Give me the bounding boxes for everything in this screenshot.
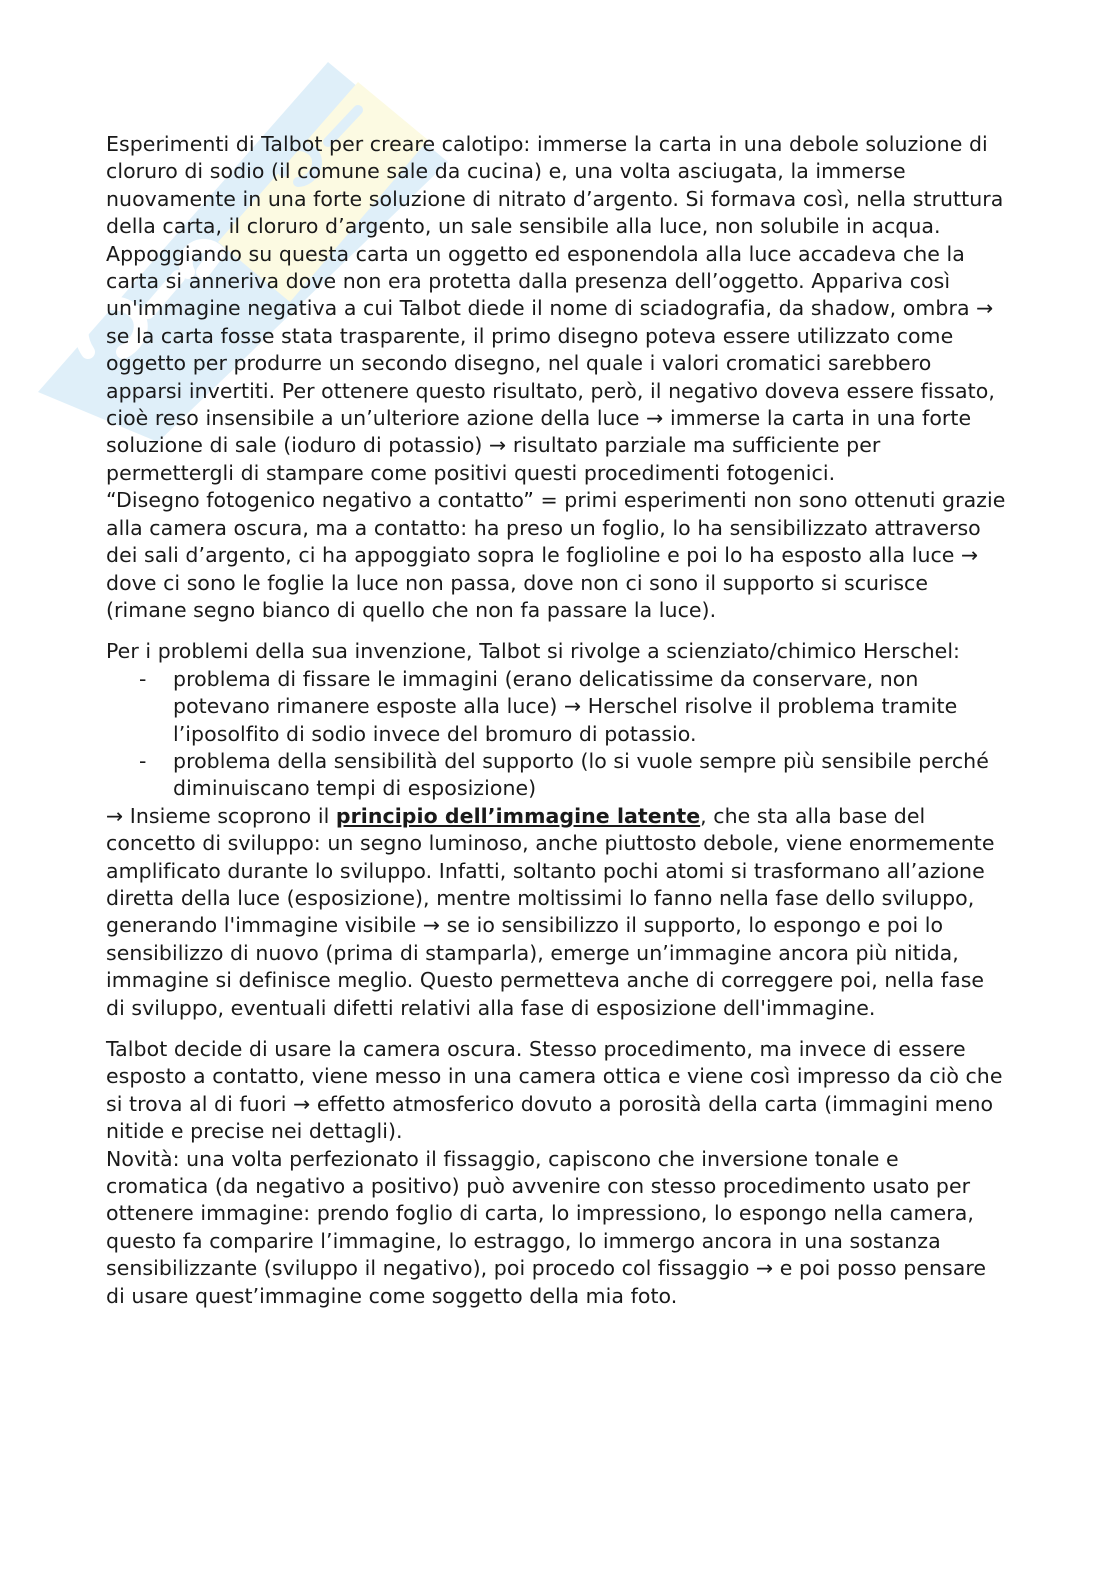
document-body (106, 131, 1006, 1310)
key-term: principio dell’immagine latente (335, 803, 701, 828)
paragraph-camera-oscura: Talbot decide di usare la camera oscura. Stesso procedimento, ma invece di essere esposto a contatto, viene messo in una camera ottica e viene così impresso da ciò che si trova al di fuori → effetto atmosferico dovuto a porosità della carta (immagini meno nitide e precise nei dettagli). (106, 1037, 1003, 1144)
bullet-marker: - (139, 748, 147, 773)
list-item-text: problema della sensibilità del supporto (lo si vuole sempre più sensibile perché diminuiscano tempi di esposizione) (173, 748, 989, 801)
list-item-text: problema di fissare le immagini (erano delicatissime da conservare, non potevano rimanere esposte alla luce) → Herschel risolve il problema tramite l’iposolfito di sodio invece del bromuro di potassio. (173, 666, 958, 746)
list-item (106, 748, 1006, 803)
paragraph-suffix: , che sta alla base del concetto di sviluppo: un segno luminoso, anche piuttosto debole, viene enormemente amplificato durante lo sviluppo. Infatti, soltanto pochi atomi si trasformano all’azione diretta della luce (esposizione), mentre moltissimi lo fanno nella fase dello sviluppo, generando l'immagine visibile → se io sensibilizzo il supporto, lo espongo e poi lo sensibilizzo di nuovo (prima di stamparla), emerge un’immagine ancora più nitida, immagine si definisce meglio. Questo permetteva anche di correggere poi, nella fase di sviluppo, eventuali difetti relativi alla fase di esposizione dell'immagine. (106, 803, 995, 1020)
paragraph-herschel-intro: Per i problemi della sua invenzione, Talbot si rivolge a scienziato/chimico Herschel: (106, 639, 961, 664)
paragraph-calotipo: Esperimenti di Talbot per creare calotipo: immerse la carta in una debole soluzione di cloruro di sodio (il comune sale da cucina) e, una volta asciugata, la immerse nuovamente in una forte soluzione di nitrato d’argento. Si formava così, nella struttura della carta, il cloruro d’argento, un sale sensibile alla luce, non solubile in acqua. Appoggiando su questa carta un oggetto ed esponendola alla luce accadeva che la carta si anneriva dove non era protetta dalla presenza dell’oggetto. Appariva così un'immagine negativa a cui Talbot diede il nome di sciadografia, da shadow, ombra → se la carta fosse stata trasparente, il primo disegno poteva essere utilizzato come oggetto per produrre un secondo disegno, nel quale i valori cromatici sarebbero apparsi invertiti. Per ottenere questo risultato, però, il negativo doveva essere fissato, cioè reso insensibile a un’ulteriore azione della luce → immerse la carta in una forte soluzione di sale (ioduro di potassio) → risultato parziale ma sufficiente per permettergli di stampare come positivi questi procedimenti fotogenici. (106, 132, 1004, 485)
list-item (106, 666, 1006, 748)
problems-list (106, 666, 1006, 803)
paragraph-immagine-latente (106, 803, 1006, 1022)
paragraph-prefix: → Insieme scoprono il (106, 803, 336, 828)
paragraph-disegno-fotogenico: “Disegno fotogenico negativo a contatto” = primi esperimenti non sono ottenuti grazie alla camera oscura, ma a contatto: ha preso un foglio, lo ha sensibilizzato attraverso dei sali d’argento, ci ha appoggiato sopra le foglioline e poi lo ha esposto alla luce → dove ci sono le foglie la luce non passa, dove non ci sono il supporto si scurisce (rimane segno bianco di quello che non fa passare la luce). (106, 488, 1006, 622)
bullet-marker: - (139, 666, 147, 691)
paragraph-novita: Novità: una volta perfezionato il fissaggio, capiscono che inversione tonale e cromatica (da negativo a positivo) può avvenire con stesso procedimento usato per ottenere immagine: prendo foglio di carta, lo impressiono, lo espongo nella camera, questo fa comparire l’immagine, lo estraggo, lo immergo ancora in una sostanza sensibilizzante (sviluppo il negativo), poi procedo col fissaggio → e poi posso pensare di usare quest’immagine come soggetto della mia foto. (106, 1146, 987, 1308)
